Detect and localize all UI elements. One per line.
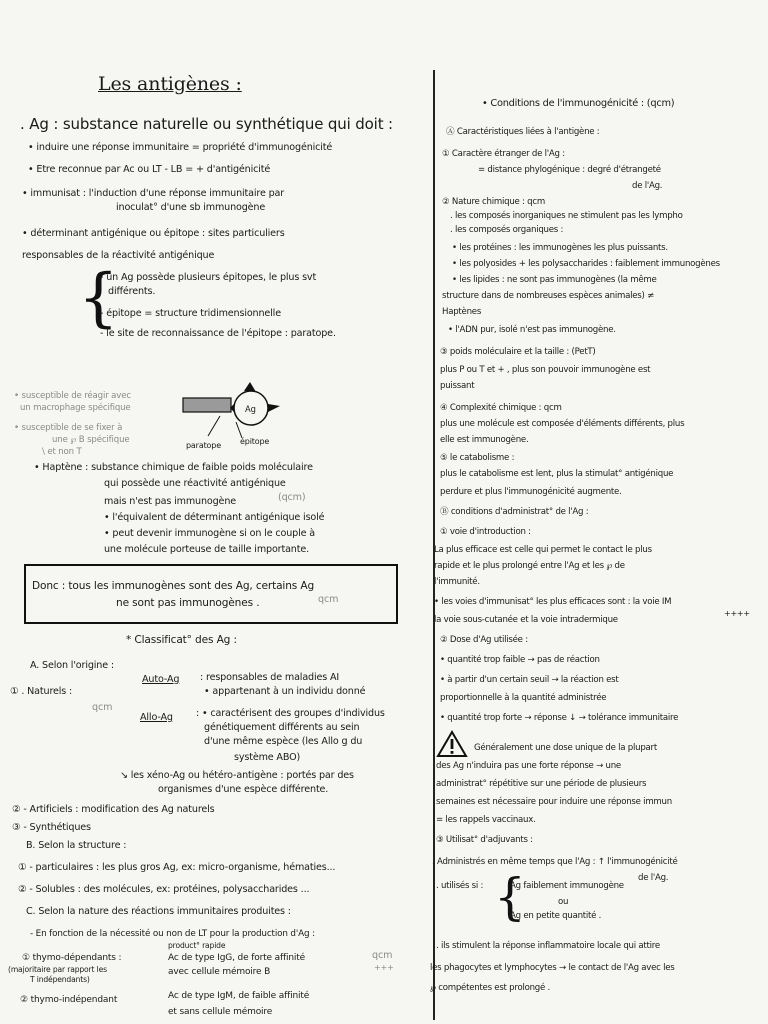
b-line-1: ① - particulaires : les plus gros Ag, ex: micro-organisme, hématies...: [18, 862, 336, 873]
r5-label: ⑤ le catabolisme :: [440, 453, 515, 463]
r3-line-3: puissant: [440, 381, 475, 391]
allo-line-4: système ABO): [234, 752, 301, 763]
section-c-heading: C. Selon la nature des réactions immunitaires produites :: [26, 906, 291, 917]
diagram-paratope-label: paratope: [186, 441, 222, 450]
r5-line-3: perdure et plus l'immunogénicité augmente.: [440, 487, 622, 497]
summary-qcm: qcm: [318, 594, 339, 605]
s3-line-5: Ag faiblement immunogène: [510, 881, 624, 891]
warning-line-4: semaines est nécessaire pour induire une réponse immun: [436, 797, 672, 807]
side-note-3: • susceptible de se fixer à: [14, 423, 123, 433]
r2-line-a: . les composés inorganiques ne stimulent pas les lympho: [450, 211, 683, 221]
s2-label: ② Dose d'Ag utilisée :: [440, 635, 528, 645]
s3-line-10: ℘ compétentes est prolongé .: [430, 983, 551, 993]
s1-line-6: la voie sous-cutanée et la voie intradermique: [434, 615, 618, 625]
summary-line-2: ne sont pas immunogènes .: [116, 597, 260, 609]
s3-line-2: . Administrés en même temps que l'Ag : ↑ l'immunogénicité: [432, 857, 678, 867]
brace-line-1: - un Ag possède plusieurs épitopes, le plus svt: [100, 272, 317, 283]
r2-line-g: Haptènes: [442, 307, 482, 317]
summary-box: [24, 564, 398, 624]
s2-line-3: • à partir d'un certain seuil → la réaction est: [440, 675, 619, 685]
s3-line-7: Ag en petite quantité .: [510, 911, 602, 921]
s2-line-4: proportionnelle à la quantité administrée: [440, 693, 607, 703]
conditions-heading: • Conditions de l'immunogénicité : (qcm): [482, 98, 675, 109]
haptene-line-3: mais n'est pas immunogène: [104, 496, 236, 507]
thymo-dependant-label: ① thymo-dépendants :: [22, 953, 122, 963]
immunisat-line-1: • immunisat : l'induction d'une réponse immunitaire par: [22, 188, 285, 199]
haptene-line-5: • peut devenir immunogène si on le couple à: [104, 528, 316, 539]
r1-label: ① Caractère étranger de l'Ag :: [442, 149, 565, 159]
warning-line-5: = les rappels vaccinaux.: [436, 815, 536, 825]
r2-line-c: • les protéines : les immunogènes les plus puissants.: [452, 243, 668, 253]
s3-line-4: . utilisés si :: [436, 881, 484, 891]
haptene-qcm: (qcm): [278, 492, 306, 503]
td-side-1: (majoritaire par rapport les: [8, 965, 107, 974]
r4-line-3: elle est immunogène.: [440, 435, 529, 445]
r4-label: ④ Complexité chimique : qcm: [440, 403, 562, 413]
s3-line-3: de l'Ag.: [638, 873, 669, 883]
side-note-1: • susceptible de réagir avec: [14, 391, 131, 401]
xeno-line-1: ↘ les xéno-Ag ou hétéro-antigène : portés par des: [120, 770, 354, 781]
naturels-label: ① . Naturels :: [10, 686, 73, 697]
def-line-2: • Etre reconnue par Ac ou LT - LB = + d'antigénicité: [28, 164, 271, 175]
s1-line-2: La plus efficace est celle qui permet le contact le plus: [434, 545, 652, 555]
determinant-line-1: • déterminant antigénique ou épitope : sites particuliers: [22, 228, 285, 239]
thymo-independant-label: ② thymo-indépendant: [20, 995, 118, 1005]
brace-line-2: différents.: [108, 286, 156, 297]
allo-line-1: : • caractérisent des groupes d'individus: [196, 708, 385, 719]
s3-line-9: les phagocytes et lymphocytes → le contact de l'Ag avec les: [430, 963, 675, 973]
r2-line-d: • les polyosides + les polysaccharides : faiblement immunogènes: [452, 259, 720, 269]
r5-line-2: plus le catabolisme est lent, plus la stimulat° antigénique: [440, 469, 674, 479]
ag-definition: . Ag : substance naturelle ou synthétique qui doit :: [20, 115, 393, 133]
td-qcm: qcm: [372, 950, 393, 961]
r2-line-b: . les composés organiques :: [450, 225, 564, 235]
auto-ag-label: Auto-Ag: [142, 674, 180, 685]
td-response-1: Ac de type IgG, de forte affinité: [168, 953, 306, 963]
b-line-2: ② - Solubles : des molécules, ex: protéines, polysaccharides ...: [18, 884, 310, 895]
brace-line-3: - épitope = structure tridimensionnelle: [100, 308, 281, 319]
antigen-paratope-diagram: [178, 378, 298, 444]
s1-label: ① voie d'introduction :: [440, 527, 531, 537]
td-note: product° rapide: [168, 941, 226, 950]
r2-line-f: structure dans de nombreuses espèces animales) ≠: [442, 291, 655, 301]
section-a-heading: A. Selon l'origine :: [30, 660, 114, 671]
def-line-1: • induire une réponse immunitaire = propriété d'immunogénicité: [28, 142, 333, 153]
td-response-2: avec cellule mémoire B: [168, 967, 271, 977]
s1-line-5: • les voies d'immunisat° les plus efficaces sont : la voie IM: [434, 597, 672, 607]
s3-label: ③ Utilisat° d'adjuvants :: [436, 835, 533, 845]
r3-label: ③ poids moléculaire et la taille : (PetT): [440, 347, 596, 357]
s1-line-4: l'immunité.: [434, 577, 480, 587]
r4-line-2: plus une molécule est composée d'éléments différents, plus: [440, 419, 685, 429]
allo-line-2: génétiquement différents au sein: [204, 722, 360, 733]
warning-line-2: des Ag n'induira pas une forte réponse → une: [436, 761, 621, 771]
determinant-line-2: responsables de la réactivité antigénique: [22, 250, 215, 261]
haptene-line-2: qui possède une réactivité antigénique: [104, 478, 286, 489]
td-side-2: T indépendants): [30, 975, 90, 984]
ti-response-2: et sans cellule mémoire: [168, 1007, 273, 1017]
s1-line-3: rapide et le plus prolongé entre l'Ag et les ℘ de: [434, 561, 625, 571]
warning-line-1: Généralement une dose unique de la plupart: [474, 743, 657, 753]
allo-ag-label: Allo-Ag: [140, 712, 173, 723]
s1-plus: ++++: [724, 609, 750, 618]
xeno-line-2: organismes d'une espèce différente.: [158, 784, 329, 795]
side-note-4: une ℘ B spécifique: [52, 435, 130, 445]
naturels-qcm: qcm: [92, 702, 113, 713]
haptene-line-4: • l'équivalent de déterminant antigénique isolé: [104, 512, 325, 523]
s2-line-5: • quantité trop forte → réponse ↓ → tolérance immunitaire: [440, 713, 679, 723]
td-plus: +++: [374, 963, 394, 972]
s3-line-8: . ils stimulent la réponse inflammatoire locale qui attire: [436, 941, 660, 951]
r1-line-2: = distance phylogénique : degré d'étrangeté: [478, 165, 661, 175]
r2-label: ② Nature chimique : qcm: [442, 197, 545, 207]
warning-line-3: administrat° répétitive sur une période de plusieurs: [436, 779, 647, 789]
side-note-5: \ et non T: [42, 447, 82, 457]
r1-line-3: de l'Ag.: [632, 181, 663, 191]
classification-heading: * Classificat° des Ag :: [126, 634, 237, 646]
diagram-ag-label: Ag: [245, 404, 256, 414]
summary-line-1: Donc : tous les immunogènes sont des Ag, certains Ag: [32, 580, 315, 592]
r2-line-h: • l'ADN pur, isolé n'est pas immunogène.: [448, 325, 616, 335]
page-title: Les antigènes :: [98, 73, 242, 95]
artificiels-line: ② - Artificiels : modification des Ag naturels: [12, 804, 215, 815]
auto-line-2: • appartenant à un individu donné: [204, 686, 366, 697]
diagram-epitope-label: épitope: [240, 437, 270, 446]
allo-line-3: d'une même espèce (les Allo g du: [204, 736, 363, 747]
ti-response-1: Ac de type IgM, de faible affinité: [168, 991, 310, 1001]
brace-line-4: - le site de reconnaissance de l'épitope : paratope.: [100, 328, 336, 339]
auto-line-1: : responsables de maladies AI: [200, 672, 340, 683]
haptene-line-6: une molécule porteuse de taille importante.: [104, 544, 309, 555]
brace-bracket: {: [78, 261, 119, 335]
side-note-2: un macrophage spécifique: [20, 403, 131, 413]
section-b-heading-right: Ⓑ conditions d'administrat° de l'Ag :: [440, 507, 589, 517]
c-intro-line: - En fonction de la nécessité ou non de LT pour la production d'Ag :: [30, 929, 315, 939]
immunisat-line-2: inoculat° d'une sb immunogène: [116, 202, 266, 213]
synthetiques-line: ③ - Synthétiques: [12, 822, 91, 833]
r2-line-e: • les lipides : ne sont pas immunogènes (la même: [452, 275, 657, 285]
s2-line-2: • quantité trop faible → pas de réaction: [440, 655, 600, 665]
haptene-line-1: • Haptène : substance chimique de faible poids moléculaire: [34, 462, 313, 473]
r3-line-2: plus P ou T et + , plus son pouvoir immunogène est: [440, 365, 651, 375]
section-a-heading-right: Ⓐ Caractéristiques liées à l'antigène :: [446, 127, 600, 137]
s3-line-6: ou: [558, 897, 569, 907]
adjuvant-brace: {: [494, 868, 526, 926]
section-b-heading: B. Selon la structure :: [26, 840, 127, 851]
warning-icon: [436, 730, 468, 758]
